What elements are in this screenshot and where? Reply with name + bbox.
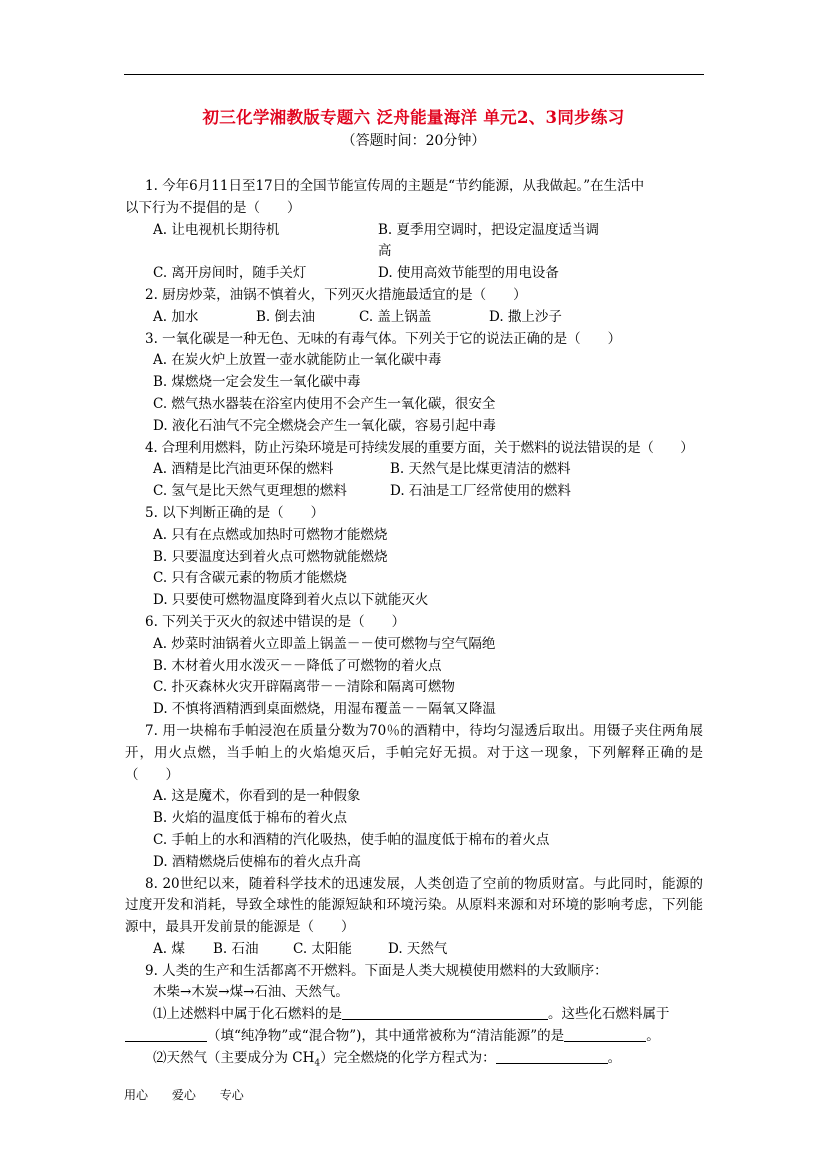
document-subtitle: （答题时间：20分钟）: [341, 133, 486, 149]
question-1-stem: 1. 今年6月11日至17日的全国节能宣传周的主题是“节约能源，从我做起。”在生活中: [145, 178, 645, 194]
question-9-stem: 9. 人类的生产和生活都离不开燃料。下面是人类大规模使用燃料的大致顺序：: [145, 962, 608, 979]
question-5-option-c: C. 只有含碳元素的物质才能燃烧: [153, 570, 347, 587]
question-6-stem: 6. 下列关于灭火的叙述中错误的是（ ）: [145, 613, 406, 630]
question-8-stem: 8. 20世纪以来，随着科学技术的迅速发展，人类创造了空前的物质财富。与此同时，能源的过度开发和消耗，导致全球性的能源短缺和环境污染。从原料来源和对环境的影响考虑，下列能源中，最具开发前景的能源是（ ）: [125, 875, 703, 936]
question-9-part-1-text-a: ⑴上述燃料中属于化石燃料的是: [153, 1006, 342, 1023]
question-3-stem: 3. 一氧化碳是一种无色、无味的有毒气体。下列关于它的说法正确的是（ ）: [145, 330, 622, 347]
question-2-option-d: D. 撒上沙子: [489, 308, 562, 325]
footer-text-3: 专心: [219, 1088, 244, 1102]
answer-blank-substance-type[interactable]: [125, 1027, 207, 1042]
answer-blank-equation[interactable]: [496, 1049, 608, 1064]
question-3-option-a: A. 在炭火炉上放置一壶水就能防止一氧化碳中毒: [153, 352, 442, 369]
page-footer: [124, 1086, 264, 1103]
question-2-stem: 2. 厨房炒菜，油锅不慎着火，下列灭火措施最适宜的是（ ）: [145, 286, 527, 303]
question-8-option-a: A. 煤: [153, 940, 185, 957]
question-8-options: [153, 939, 703, 961]
questions: [125, 176, 703, 1075]
question-3-option-b: B. 煤燃烧一定会发生一氧化碳中毒: [153, 374, 361, 391]
question-9-part-2: [153, 1048, 703, 1075]
question-1-option-a: A. 让电视机长期待机: [153, 221, 280, 238]
header-rule: [124, 74, 704, 75]
question-8-option-d: D. 天然气: [388, 940, 448, 957]
question-7-option-c: C. 手帕上的水和酒精的汽化吸热，使手帕的温度低于棉布的着火点: [153, 831, 550, 848]
question-1-option-d: D. 使用高效节能型的用电设备: [378, 265, 559, 282]
question-2-option-c: C. 盖上锅盖: [359, 308, 432, 325]
question-4-option-b: B. 天然气是比煤更清洁的燃料: [390, 461, 571, 478]
question-5-option-a: A. 只有在点燃或加热时可燃物才能燃烧: [153, 526, 388, 543]
question-3-option-c: C. 燃气热水器装在浴室内使用不会产生一氧化碳，很安全: [153, 395, 496, 412]
question-9-part-1-cont: [125, 1026, 703, 1048]
question-5-stem: 5. 以下判断正确的是（ ）: [145, 504, 325, 521]
question-4-option-c: C. 氢气是比天然气更理想的燃料: [153, 483, 347, 500]
question-7-stem: 7. 用一块棉布手帕浸泡在质量分数为70％的酒精中，待均匀湿透后取出。用镊子夹住两角展开，用火点燃，当手帕上的火焰熄灭后，手帕完好无损。对于这一现象，下列解释正确的是（ ）: [125, 722, 703, 783]
question-9-part-1-text-b: 。这些化石燃料属于: [548, 1006, 670, 1023]
footer-text-1: 用心: [124, 1088, 149, 1102]
question-1-options-row1: [153, 220, 703, 264]
question-1-stem-cont: 以下行为不提倡的是（ ）: [125, 199, 301, 216]
question-2-option-a: A. 加水: [153, 308, 199, 325]
question-4-option-d: D. 石油是工厂经常使用的燃料: [390, 483, 571, 500]
question-7-option-d: D. 酒精燃烧后使棉布的着火点升高: [153, 853, 361, 870]
question-4-options-row2: [153, 481, 703, 503]
question-5-option-d: D. 只要使可燃物温度降到着火点以下就能灭火: [153, 592, 429, 609]
question-2-option-b: B. 倒去油: [256, 308, 316, 325]
methane-subscript: 4: [314, 1058, 321, 1069]
question-7-option-a: A. 这是魔术，你看到的是一种假象: [153, 788, 361, 805]
question-8-option-b: B. 石油: [213, 940, 259, 957]
question-8-option-c: C. 太阳能: [293, 940, 352, 957]
question-3-option-d: D. 液化石油气不完全燃烧会产生一氧化碳，容易引起中毒: [153, 417, 496, 434]
question-4-options-row1: [153, 459, 703, 481]
question-9-part-2-text-a: ⑵天然气（主要成分为 CH: [153, 1049, 315, 1066]
document-title: 初三化学湘教版专题六 泛舟能量海洋 单元2、3同步练习: [202, 108, 625, 127]
question-6-option-a: A. 炒菜时油锅着火立即盖上锅盖－－使可燃物与空气隔绝: [153, 635, 496, 652]
answer-blank-clean-energy[interactable]: [564, 1027, 646, 1042]
question-9-part-2-text-b: ）完全燃烧的化学方程式为：: [320, 1049, 496, 1066]
question-9-part-1-text-d: 。: [646, 1028, 660, 1045]
question-9-part-1-text-c: （填“纯净物”或“混合物”)，其中通常被称为“清洁能源”的是: [207, 1028, 565, 1045]
question-6-option-d: D. 不慎将酒精洒到桌面燃烧，用湿布覆盖－－隔氧又降温: [153, 701, 496, 718]
question-2-options: [153, 307, 703, 329]
question-9-part-1: [153, 1004, 703, 1026]
question-1-options-row2: [153, 263, 703, 285]
question-5-option-b: B. 只要温度达到着火点可燃物就能燃烧: [153, 548, 388, 565]
footer-text-2: 爱心: [171, 1088, 196, 1102]
question-4-option-a: A. 酒精是比汽油更环保的燃料: [153, 461, 334, 478]
question-1-option-b: B. 夏季用空调时，把设定温度适当调高: [378, 221, 600, 260]
question-6-option-c: C. 扑灭森林火灾开辟隔离带－－清除和隔离可燃物: [153, 679, 455, 696]
question-7-option-b: B. 火焰的温度低于棉布的着火点: [153, 810, 348, 827]
question-9-part-2-text-c: 。: [607, 1049, 622, 1066]
question-6-option-b: B. 木材着火用水泼灭－－降低了可燃物的着火点: [153, 657, 442, 674]
question-4-stem: 4. 合理利用燃料，防止污染环境是可持续发展的重要方面，关于燃料的说法错误的是（ ）: [145, 439, 694, 456]
question-9-sequence: 木柴→木炭→煤→石油、天然气。: [153, 984, 349, 1001]
question-1-option-c: C. 离开房间时，随手关灯: [153, 265, 307, 282]
answer-blank-fossil-fuels[interactable]: [342, 1005, 548, 1020]
